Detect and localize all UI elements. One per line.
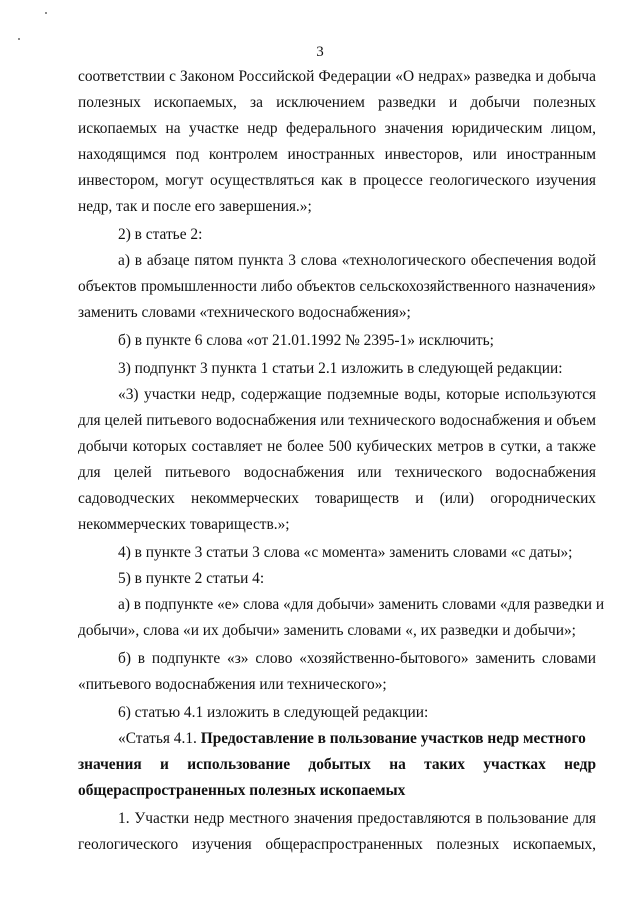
article-heading-line: общераспространенных полезных ископаемых: [78, 782, 406, 799]
text-line: геологического изучения общераспространенных полезных ископаемых,: [78, 836, 596, 853]
text-line: б) в пункте 6 слова «от 21.01.1992 № 2395-1» исключить;: [118, 332, 494, 349]
text-line: 1. Участки недр местного значения предоставляются в пользование для: [118, 810, 596, 827]
text-line: для целей питьевого водоснабжения или технического водоснабжения: [78, 464, 596, 481]
scan-dot: [18, 38, 20, 40]
text-line: 6) статью 4.1 изложить в следующей редакции:: [118, 704, 429, 721]
text-line: б) в подпункте «з» слово «хозяйственно-бытового» заменить словами: [118, 650, 596, 667]
text-line: некоммерческих товариществ.»;: [78, 516, 290, 533]
text-line: недр, так и после его завершения.»;: [78, 198, 312, 215]
article-number: «Статья 4.1.: [118, 730, 201, 747]
text-line: объектов промышленности либо объектов сельскохозяйственного назначения»: [78, 278, 596, 295]
text-line: 3) подпункт 3 пункта 1 статьи 2.1 изложить в следующей редакции:: [118, 360, 563, 377]
scan-dot: [45, 12, 47, 14]
text-line: 2) в статье 2:: [118, 226, 203, 243]
text-line: для целей питьевого водоснабжения или технического водоснабжения и объем: [78, 412, 596, 429]
text-line: инвестором, могут осуществляться как в процессе геологического изучения: [78, 172, 596, 189]
article-heading-line: значения и использование добытых на таких участках недр: [78, 756, 596, 773]
article-title-part: Предоставление в пользование участков недр местного: [200, 730, 586, 747]
text-line: заменить словами «технического водоснабжения»;: [78, 304, 411, 321]
article-heading-line: [118, 729, 586, 749]
text-line: добычи которых составляет не более 500 кубических метров в сутки, а также: [78, 438, 596, 455]
text-line: а) в абзаце пятом пункта 3 слова «технологического обеспечения водой: [118, 252, 596, 269]
text-line: ископаемых на участке недр федерального значения юридическим лицом,: [78, 120, 596, 137]
text-line: садоводческих некоммерческих товариществ и (или) огороднических: [78, 490, 596, 507]
text-line: «3) участки недр, содержащие подземные воды, которые используются: [118, 386, 596, 403]
text-line: 5) в пункте 2 статьи 4:: [118, 570, 265, 587]
text-line: добычи», слова «и их добычи» заменить словами «, их разведки и добычи»;: [78, 622, 576, 639]
text-line: полезных ископаемых, за исключением разведки и добычи полезных: [78, 94, 596, 111]
text-line: «питьевого водоснабжения или технического»;: [78, 676, 387, 693]
text-line: 4) в пункте 3 статьи 3 слова «с момента» заменить словами «с даты»;: [118, 544, 573, 561]
text-line: находящимся под контролем иностранных инвесторов, или иностранным: [78, 146, 596, 163]
page-number: 3: [316, 44, 324, 60]
text-line: соответствии с Законом Российской Федерации «О недрах» разведка и добыча: [78, 68, 596, 85]
text-line: а) в подпункте «е» слова «для добычи» заменить словами «для разведки и: [118, 596, 605, 613]
